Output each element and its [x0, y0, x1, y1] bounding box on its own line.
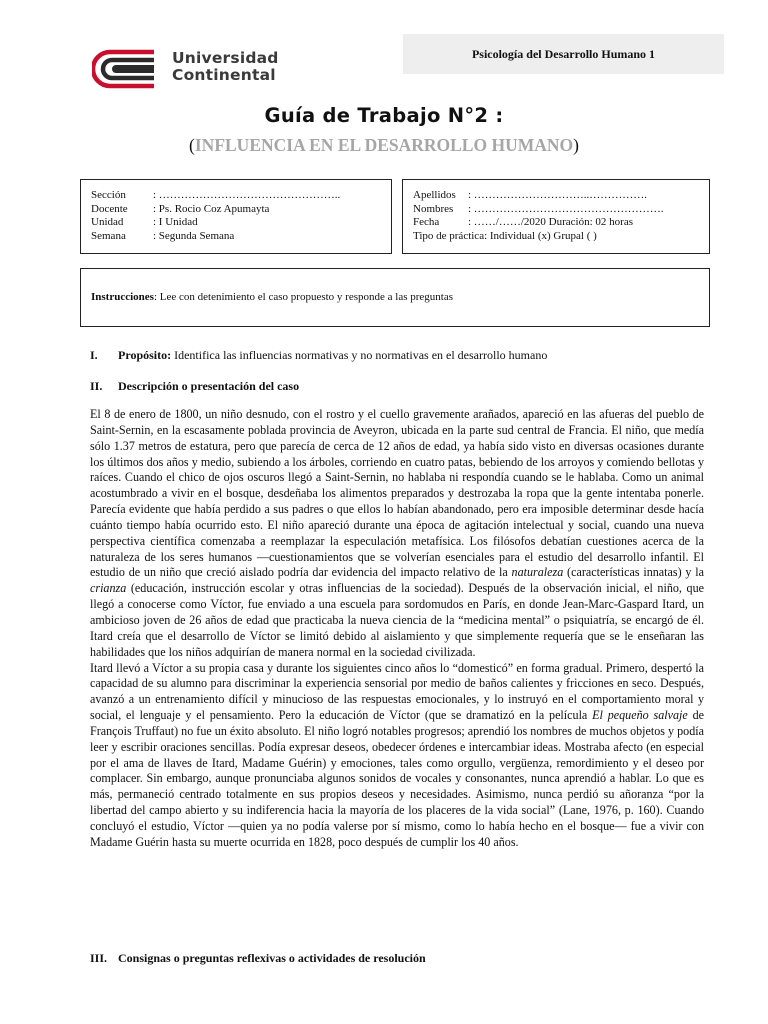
info-row-apellidos — [413, 189, 699, 203]
info-value: : I Unidad — [153, 216, 198, 228]
case-italic-term: naturaleza — [511, 565, 564, 580]
info-label: Docente — [91, 202, 128, 215]
info-row-docente — [91, 203, 381, 217]
case-text-run: de François Truffaut) no fue un éxito absoluto. El niño logró notables progresos; aprendió los nombres de muchos objetos y podía leer y escribir oraciones sencillas. Podía expresar deseos, obedecer órdenes e intercambiar ideas. Mostraba afecto (en especial por el ama de llaves de Itard, Madame Guérin) y emociones, tales como orgullo, vergüenza, remordimiento y el deseo por complacer. Sin embargo, aunque pronunciaba algunos sonidos de vocales y consonantes, nunca aprendió a hablar. Lo que es más, permaneció centrado totalmente en sus propios deseos y necesidades. Asimismo, nunca perdió su añoranza “por la libertad del campo abierto y su indiferencia hacia la mayoría de los placeres de la vida social” (Lane, 1976, p. 160). Cuando concluyó el estudio, Víctor —quien ya no podía valerse por sí mismo, como lo había hecho en el bosque— fue a vivir con Madame Guérin hasta su muerte ocurrida en 1828, poco después de cumplir los 40 años. — [90, 708, 704, 849]
document-subtitle — [0, 135, 768, 156]
subtitle-close-paren: ) — [573, 135, 579, 155]
logo-line-2: Continental — [172, 66, 276, 84]
info-row-fecha — [413, 216, 699, 230]
case-text-run: El 8 de enero de 1800, un niño desnudo, con el rostro y el cuello gravemente arañados, apareció en las afueras del pueblo de Saint-Sernin, en la escasamente poblada provincia de Aveyron, ubicada en la parte sud central de Francia. El niño, que medía sólo 1.37 metros de estatura, pero que parecía de cerca de 12 años de edad, ya había sido visto en diversas ocasiones durante los últimos dos años y medio, subiendo a los árboles, corriendo en cuatro patas, bebiendo de los arroyos y comiendo bellotas y raíces. Cuando el chico de ojos oscuros llegó a Saint-Sernin, no hablaba ni respondía cuando se le hablaba. Como un animal acostumbrado a vivir en el bosque, desdeñaba los alimentos preparados y destrozaba la ropa que la gente intentaba ponerle. Parecía evidente que había perdido a sus padres o que ellos lo habían abandonado, pero era imposible determinar desde hacía cuánto tiempo había ocurrido esto. El niño apareció durante una época de agitación intelectual y social, cuando una nueva perspectiva científica comenzaba a reemplazar la especulación metafísica. Los filósofos debatían cuestiones acerca de la naturaleza de los seres humanos —cuestionamientos que se volverían esenciales para el estudio del desarrollo infantil. El estudio de un niño que creció aislado podría dar evidencia del impacto relativo de la — [90, 407, 704, 580]
info-row-tipo-practica — [413, 230, 699, 244]
course-info-box — [80, 179, 392, 254]
info-row-nombres — [413, 203, 699, 217]
section-label: Descripción o presentación del caso — [118, 379, 300, 393]
info-label: Nombres — [413, 202, 454, 215]
section-label: Consignas o preguntas reflexivas o actividades de resolución — [118, 951, 426, 965]
section-questions-heading — [90, 951, 426, 966]
section-purpose — [90, 348, 547, 363]
info-value: : ……/……/2020 Duración: 02 horas — [468, 216, 633, 228]
info-row-semana — [91, 230, 381, 244]
instructions-label: Instrucciones — [91, 291, 154, 303]
instructions-text: : Lee con detenimiento el caso propuesto y responde a las preguntas — [153, 291, 453, 303]
info-label: Unidad — [91, 216, 124, 228]
info-value: : Segunda Semana — [153, 229, 235, 242]
info-label: Sección — [91, 189, 126, 201]
case-paragraph-1 — [90, 407, 704, 661]
logo-text — [172, 50, 279, 84]
info-row-unidad — [91, 216, 381, 230]
section-text: Identifica las influencias normativas y no normativas en el desarrollo humano — [171, 348, 548, 362]
info-value: : …………………………..……………. — [468, 189, 648, 201]
info-value: : Ps. Rocio Coz Apumayta — [153, 202, 270, 215]
section-number: II. — [90, 379, 103, 393]
section-number: I. — [90, 348, 98, 362]
case-text-run: Itard llevó a Víctor a su propia casa y durante los siguientes cinco años lo “domesticó” en forma gradual. Primero, despertó la capacidad de su alumno para discriminar la experiencia sensorial por medio de baños calientes y fricciones en seco. Después, avanzó a un entrenamiento difícil y minucioso de las respuestas emocionales, y lo instruyó en el comportamiento moral y social, el lenguaje y el pensamiento. Pero la educación de Víctor (que se dramatizó en la película — [90, 660, 704, 723]
section-number: III. — [90, 951, 108, 965]
subtitle-text: INFLUENCIA EN EL DESARROLLO HUMANO — [194, 135, 574, 155]
instructions-box — [80, 268, 710, 327]
info-label: Fecha — [413, 216, 440, 228]
info-label: Semana — [91, 229, 126, 242]
case-italic-term: El pequeño salvaje — [592, 708, 688, 723]
case-text-run: (características innatas) y la — [563, 565, 704, 580]
course-name: Psicología del Desarrollo Humano 1 — [471, 46, 656, 61]
info-label: Apellidos — [413, 189, 456, 201]
case-italic-term: crianza — [90, 581, 127, 596]
document-title: Guía de Trabajo N°2 : — [264, 104, 504, 127]
info-value: : ………………………………………….. — [153, 189, 341, 201]
info-value: Tipo de práctica: Individual (x) Grupal ( ) — [413, 229, 597, 242]
section-label: Propósito: — [118, 348, 172, 362]
info-value: : ……………………………………………. — [468, 202, 664, 215]
info-row-seccion — [91, 189, 381, 203]
case-paragraph-2 — [90, 661, 704, 851]
course-header-box — [403, 34, 724, 74]
section-case-heading — [90, 379, 299, 394]
university-logo — [92, 46, 282, 96]
university-logo-icon — [92, 48, 162, 90]
case-text — [90, 407, 704, 851]
student-info-box — [402, 179, 710, 254]
subtitle-open-paren: ( — [189, 135, 195, 155]
case-text-run: (educación, instrucción escolar y otras influencias de la sociedad). Después de la observación inicial, el niño, que llegó a conocerse como Víctor, fue enviado a una escuela para sordomudos en París, en donde Jean-Marc-Gaspard Itard, un ambicioso joven de 26 años de edad que practicaba la nueva ciencia de la “medicina mental” o psiquiatría, se encargó de él. Itard creía que el desarrollo de Víctor se limitó debido al aislamiento y que simplemente requería que se le enseñaran las habilidades que los niños adquirían de manera normal en la sociedad civilizada. — [90, 581, 704, 659]
logo-line-1: Universidad — [172, 49, 279, 67]
